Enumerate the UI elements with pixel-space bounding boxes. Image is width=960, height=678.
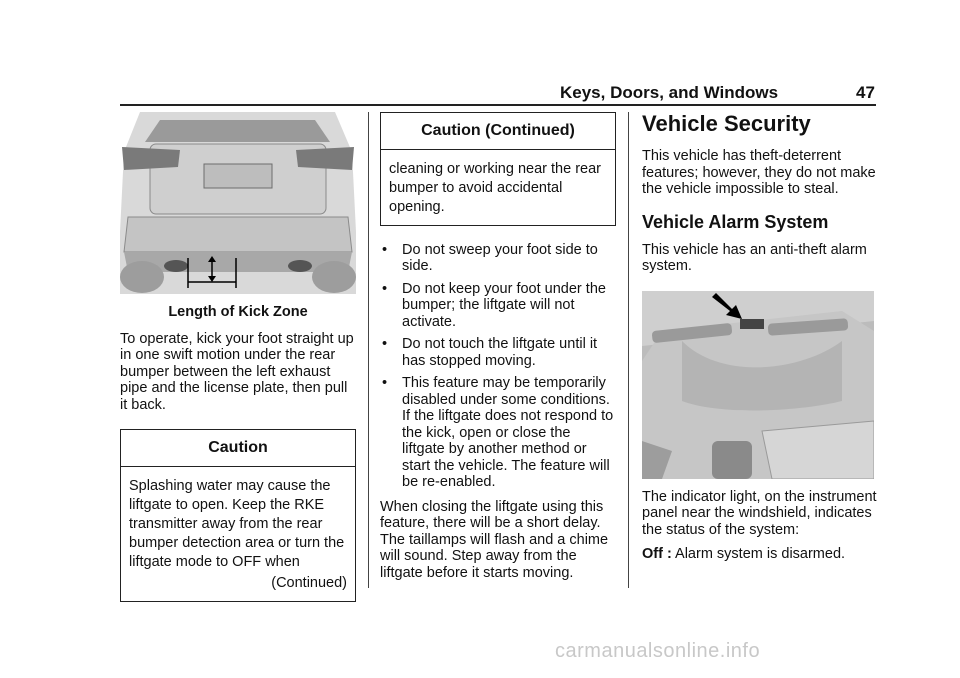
page-header-title: Keys, Doors, and Windows: [560, 83, 779, 102]
list-item-text: This feature may be temporarily disabled under some conditions. If the liftgate does not respond to the kick, open or close the liftgate by another method or start the vehicle. The feature will be re-enabled.: [402, 375, 614, 490]
caution-continued: (Continued): [271, 574, 347, 591]
column-divider-2: [628, 112, 629, 588]
column-2: [380, 112, 616, 589]
list-item-text: Do not touch the liftgate until it has stopped moving.: [402, 336, 598, 369]
bullet-marker: •: [382, 336, 388, 352]
alarm-indicator-illustration: [642, 291, 874, 479]
list-item: [380, 336, 616, 369]
status-label: Off :: [642, 546, 672, 562]
section-title: Vehicle Security: [642, 111, 811, 136]
list-item: [380, 375, 616, 491]
header-rule: [120, 104, 876, 106]
caution-continued-title: Caution (Continued): [381, 113, 615, 150]
column-divider-1: [368, 112, 369, 588]
indicator-paragraph: The indicator light, on the instrument panel near the windshield, indicates the status of the system:: [642, 488, 877, 538]
list-item-text: Do not keep your foot under the bumper; the liftgate will not activate.: [402, 280, 606, 330]
operation-paragraph: To operate, kick your foot straight up in one swift motion under the rear bumper between the left exhaust pipe and the license plate, then pull it back.: [120, 330, 354, 413]
list-item: [380, 242, 616, 275]
list-item: [380, 281, 616, 331]
caution-body-wrapper: [121, 467, 355, 601]
caution-continued-body: cleaning or working near the rear bumper to avoid accidental opening.: [389, 160, 601, 215]
bullet-marker: •: [382, 375, 388, 391]
list-item-text: Do not sweep your foot side to side.: [402, 241, 598, 274]
column-3: [642, 112, 878, 571]
column-1: [120, 112, 356, 602]
subsection-paragraph: This vehicle has an anti-theft alarm system.: [642, 241, 867, 274]
kick-zone-illustration: [120, 112, 356, 294]
image-caption: Length of Kick Zone: [168, 304, 308, 320]
caution-box: [120, 429, 356, 602]
watermark: carmanualsonline.info: [555, 640, 761, 662]
bullet-marker: •: [382, 280, 388, 297]
caution-body: Splashing water may cause the liftgate to open. Keep the RKE transmitter away from the rear bumper detection area or turn the liftgate mode to OFF when: [129, 477, 345, 570]
section-paragraph: This vehicle has theft-deterrent features; however, they do not make the vehicle impossible to steal.: [642, 148, 876, 197]
status-text: Alarm system is disarmed.: [675, 546, 846, 562]
caution-title: Caution: [121, 430, 355, 467]
caution-continued-box: [380, 112, 616, 226]
bullet-marker: •: [382, 241, 388, 258]
closing-paragraph: When closing the liftgate using this feature, there will be a short delay. The taillamps will flash and a chime will sound. Step away from the liftgate before it starts moving.: [380, 498, 609, 581]
subsection-title: Vehicle Alarm System: [642, 211, 829, 232]
bullet-list: [380, 242, 616, 491]
page-number: 47: [856, 83, 875, 102]
status-line: [642, 546, 878, 563]
